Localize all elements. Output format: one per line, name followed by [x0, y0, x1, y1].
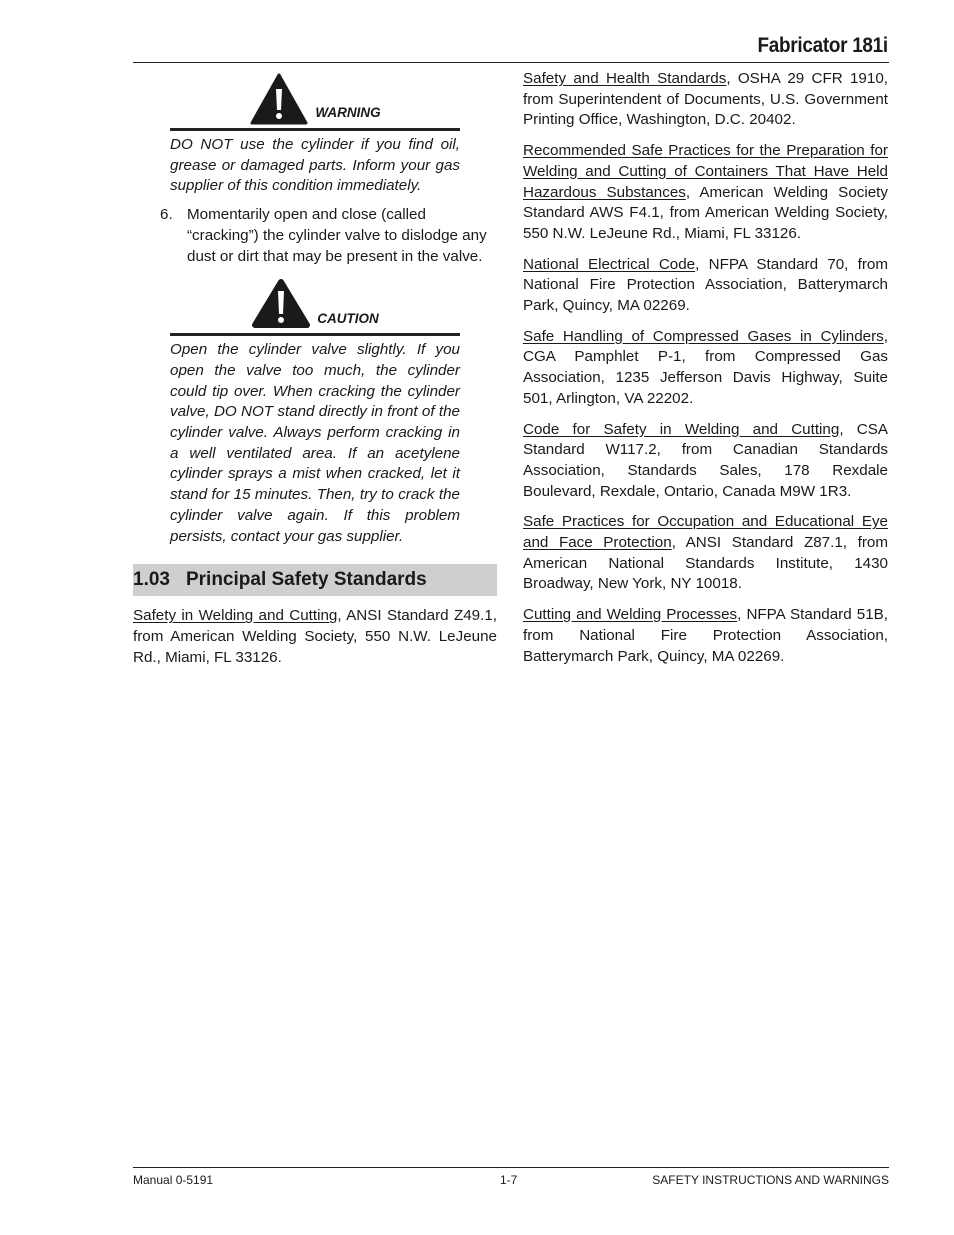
standard-entry — [523, 255, 888, 317]
standard-title: Safety in Welding and Cutting — [133, 607, 338, 625]
caution-text: Open the cylinder valve slightly. If you open the valve too much, the cylinder could tip over. When cracking the cylinder valve, DO NOT stand directly in front of the cylinder valve. Always perform cracking in a well ventilated area. If an acetylene cylinder sprays a mist when cracked, let it stand for 15 minutes. Then, try to crack the cylinder valve again. If this problem persists, contact your gas supplier. — [170, 341, 460, 545]
standard-title: Cutting and Welding Processes — [523, 606, 738, 624]
warning-label: WARNING — [315, 105, 381, 121]
standard-entry — [523, 327, 888, 410]
footer-manual-number: Manual 0-5191 — [133, 1173, 214, 1187]
warning-notice — [170, 68, 460, 197]
standard-details: , OSHA 29 CFR 1910, from Superintendent of Documents, U.S. Government Printing Office, Washington, D.C. 20402. — [523, 70, 888, 129]
left-column — [133, 68, 497, 678]
section-number: 1.03 — [133, 568, 170, 590]
right-column — [523, 69, 888, 677]
footer-rule — [133, 1167, 889, 1168]
warning-header — [170, 68, 460, 126]
step-6 — [133, 205, 497, 267]
caution-notice — [170, 273, 460, 547]
standard-title: Safety and Health Standards — [523, 70, 727, 87]
standard-details: , NFPA Standard 70, from National Fire Protection Association, Batterymarch Park, Quincy, MA 02269. — [523, 255, 888, 315]
document-title: Fabricator 181i — [757, 34, 888, 57]
standard-details: , ANSI Standard Z49.1, from American Welding Society, 550 N.W. LeJeune Rd., Miami, FL 33126. — [133, 607, 498, 666]
standard-details: , CGA Pamphlet P-1, from Compressed Gas Association, 1235 Jefferson Davis Highway, Suite 501, Arlington, VA 22202. — [523, 327, 888, 407]
standard-title: Safe Handling of Compressed Gases in Cylinders — [523, 327, 884, 345]
warning-rule — [170, 128, 460, 131]
warning-text: DO NOT use the cylinder if you find oil, grease or damaged parts. Inform your gas supplier of this condition immediately. — [170, 136, 460, 195]
caution-triangle-icon — [251, 277, 311, 331]
standard-details: , NFPA Standard 51B, from National Fire Protection Association, Batterymarch Park, Quincy, MA 02269. — [523, 606, 888, 665]
caution-label: CAUTION — [317, 310, 379, 326]
header-rule — [133, 62, 889, 63]
footer-section-name: SAFETY INSTRUCTIONS AND WARNINGS — [652, 1173, 889, 1187]
standard-entry — [133, 606, 497, 668]
standard-title: Recommended Safe Practices for the Preparation for Welding and Cutting of Containers That Have Held Hazardous Substances — [523, 142, 888, 201]
standard-entry — [523, 69, 888, 131]
standard-entry — [523, 512, 888, 595]
standard-details: , American Welding Society Standard AWS F4.1, from American Welding Society, 550 N.W. LeJeune Rd., Miami, FL 33126. — [523, 183, 888, 242]
section-title: Principal Safety Standards — [185, 568, 427, 590]
caution-rule — [170, 333, 460, 336]
standard-details: , CSA Standard W117.2, from Canadian Standards Association, Standards Sales, 178 Rexdale Boulevard, Rexdale, Ontario, Canada M9W 1R3. — [523, 420, 889, 500]
warning-triangle-icon — [249, 72, 309, 126]
section-heading — [133, 564, 497, 596]
step-number: 6. — [160, 206, 173, 224]
footer-page-number: 1-7 — [500, 1173, 518, 1187]
caution-header — [170, 273, 460, 331]
standard-title: National Electrical Code — [523, 255, 696, 273]
standard-entry — [523, 141, 888, 245]
standard-details: , ANSI Standard Z87.1, from American National Standards Institute, 1430 Broadway, New York, NY 10018. — [523, 534, 888, 593]
standard-title: Safe Practices for Occupation and Educational Eye and Face Protection — [523, 513, 888, 552]
step-text: Momentarily open and close (called “cracking”) the cylinder valve to dislodge any dust or dirt that may be present in the valve. — [187, 206, 487, 265]
standard-entry — [523, 605, 888, 667]
standard-entry — [523, 420, 888, 503]
standard-title: Code for Safety in Welding and Cutting — [523, 420, 840, 438]
